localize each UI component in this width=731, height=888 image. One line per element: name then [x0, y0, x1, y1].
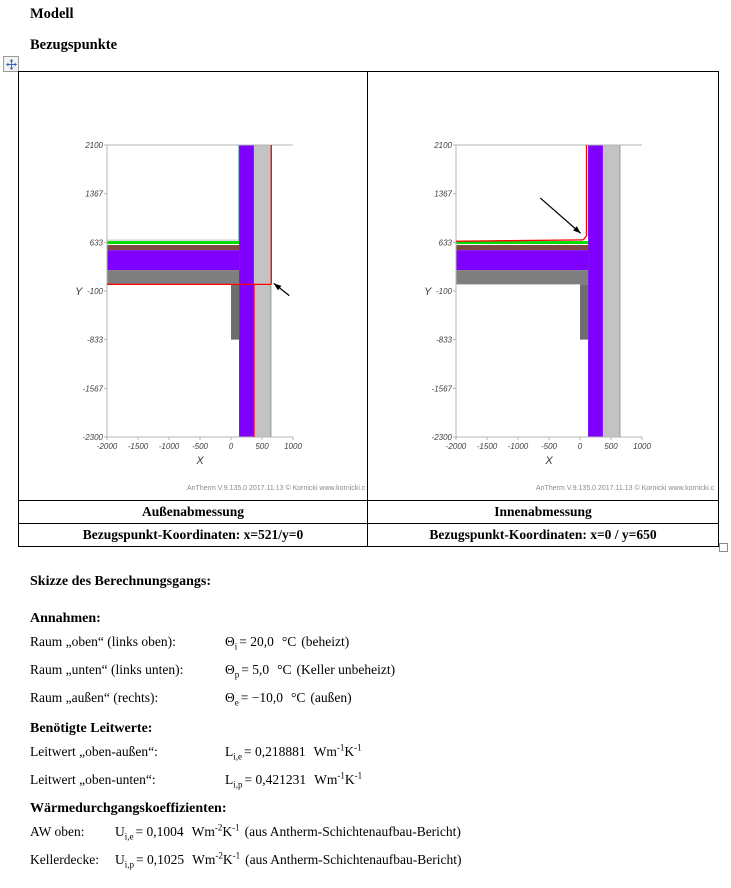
unit-exponent: -1: [336, 742, 345, 753]
section-heading-bezugspunkte: Bezugspunkte: [30, 37, 118, 53]
note: (aus Antherm-Schichtenaufbau-Bericht): [245, 852, 462, 867]
unit-exponent: -1: [232, 822, 240, 833]
calculation-sections: [30, 574, 715, 878]
unit-exponent: -1: [354, 770, 363, 781]
table-header-aussenabmessung: Außenabmessung: [19, 501, 368, 523]
y-tick-label: 633: [89, 238, 103, 248]
x-tick-label: -500: [540, 442, 558, 451]
x-tick-label: 500: [604, 442, 618, 451]
unit: °C: [290, 690, 306, 705]
value: = 5,0: [241, 662, 270, 677]
shape-floor-insulation: [107, 250, 239, 270]
symbol-subscript: p: [234, 669, 240, 680]
symbol: L: [225, 744, 234, 759]
shape-wall-outer-layer: [254, 145, 271, 437]
symbol-subscript: i: [234, 641, 238, 652]
heading-waermedurchgang: Wärmedurchgangskoeffizienten:: [30, 801, 227, 816]
value: = 0,421231: [244, 772, 307, 787]
value: = −10,0: [240, 690, 283, 705]
table-coords-aussenabmessung: Bezugspunkt-Koordinaten: x=521/y=0: [19, 524, 368, 546]
unit-exponent: -1: [232, 850, 241, 861]
x-tick-label: 1000: [284, 442, 302, 451]
note: (außen): [310, 690, 352, 705]
chart-innenabmessung: [368, 72, 718, 500]
x-tick-label: -1000: [507, 442, 529, 451]
x-tick-label: -2000: [96, 442, 118, 451]
symbol-subscript: i,p: [233, 779, 243, 790]
unit: °C: [277, 662, 292, 677]
row-label: AW oben:: [30, 824, 85, 839]
ucoeff-row: [30, 850, 715, 869]
diagram-svg-Aussenabmessung: [19, 72, 367, 500]
table-move-handle[interactable]: [3, 56, 19, 72]
shape-inner-surface-edge: [238, 145, 239, 241]
row-label: Leitwert „oben-außen“:: [30, 744, 158, 759]
row-label: Kellerdecke:: [30, 852, 99, 867]
table-header-innenabmessung: Innenabmessung: [494, 504, 592, 519]
symbol-subscript: i,p: [124, 859, 135, 870]
y-axis-title: Y: [424, 286, 432, 298]
x-axis-title: X: [196, 455, 204, 467]
y-tick-label: -833: [86, 335, 103, 345]
x-tick-label: -1500: [127, 442, 149, 451]
y-tick-label: -100: [86, 287, 103, 296]
move-arrows-icon: [6, 59, 17, 70]
diagram-svg-Innenabmessung: [368, 72, 716, 500]
chart-credit-text: AnTherm V.9.135.0 2017.11.13 © Kornicki www.kornicki.c: [536, 485, 715, 492]
x-tick-label: -1000: [158, 442, 180, 451]
y-tick-label: -2300: [431, 433, 452, 442]
bezugspunkte-table: [18, 71, 719, 547]
symbol: U: [115, 852, 125, 867]
table-resize-handle[interactable]: [719, 543, 728, 552]
ucoeff-row: [30, 822, 715, 841]
unit-exponent: -2: [215, 850, 223, 861]
heading-annahmen: Annahmen:: [30, 611, 101, 626]
row-label: Raum „unten“ (links unten):: [30, 662, 184, 677]
y-tick-label: 1367: [85, 189, 103, 199]
symbol: Θ: [225, 662, 235, 677]
row-label: Leitwert „oben-unten“:: [30, 772, 156, 787]
y-tick-label: -1567: [82, 384, 103, 394]
shape-wall-insulation: [239, 145, 254, 437]
value: = 0,218881: [244, 744, 306, 759]
y-tick-label: -1567: [431, 384, 452, 394]
unit: Wm: [192, 852, 216, 867]
heading-skizze: Skizze des Berechnungsgangs:: [30, 574, 211, 589]
y-tick-label: 633: [438, 238, 452, 248]
x-tick-label: 500: [255, 442, 269, 451]
symbol: L: [225, 772, 234, 787]
shape-floor-brown-layer: [456, 245, 588, 250]
symbol-subscript: e: [234, 697, 239, 708]
shape-wall-insulation: [588, 145, 603, 437]
symbol: U: [115, 824, 125, 839]
unit-exponent: -2: [214, 822, 223, 833]
value: = 20,0: [239, 634, 274, 649]
row-label: Raum „oben“ (links oben):: [30, 634, 176, 649]
unit: K: [344, 744, 355, 759]
chart-credit-text: AnTherm V.9.135.0 2017.11.13 © Kornicki www.kornicki.c: [187, 485, 366, 492]
y-tick-label: 2100: [434, 141, 452, 150]
shape-basement-wall: [580, 284, 588, 339]
x-tick-label: -500: [191, 442, 209, 451]
symbol-subscript: i,e: [124, 831, 134, 842]
shape-floor-insulation: [456, 250, 588, 270]
value: = 0,1004: [135, 824, 184, 839]
shape-floor-slab: [107, 270, 239, 284]
assumption-row: [30, 632, 715, 651]
note: (beheizt): [301, 634, 350, 649]
y-tick-label: -100: [435, 287, 452, 296]
row-label: Raum „außen“ (rechts):: [30, 690, 159, 705]
shape-outer-surface-edge: [620, 145, 621, 437]
pointer-arrow-shaft: [540, 198, 580, 233]
symbol-subscript: i,e: [233, 751, 242, 762]
value: = 0,1025: [136, 852, 185, 867]
y-tick-label: -833: [435, 335, 452, 345]
unit: K: [344, 772, 355, 787]
unit: Wm: [191, 824, 215, 839]
note: (aus Antherm-Schichtenaufbau-Bericht): [244, 824, 461, 839]
unit: K: [222, 852, 233, 867]
symbol: Θ: [225, 634, 235, 649]
shape-floor-slab: [456, 270, 588, 284]
chart-aussenabmessung: [19, 72, 367, 500]
page-title: Modell: [30, 6, 74, 22]
note: (Keller unbeheizt): [296, 662, 396, 677]
x-tick-label: -1500: [476, 442, 498, 451]
chart-cell-aussenabmessung: [19, 72, 368, 500]
y-tick-label: 2100: [85, 141, 103, 150]
x-axis-title: X: [545, 455, 553, 467]
assumption-row: [30, 660, 715, 679]
heading-leitwerte: Benötigte Leitwerte:: [30, 721, 153, 736]
reference-line: [456, 240, 583, 241]
shape-floor-brown-layer: [107, 245, 239, 250]
unit: K: [222, 824, 233, 839]
shape-wall-outer-layer: [603, 145, 620, 437]
leitwert-row: [30, 742, 715, 761]
y-tick-label: -2300: [82, 433, 103, 442]
x-tick-label: -2000: [445, 442, 467, 451]
reference-line: [583, 236, 586, 240]
x-tick-label: 0: [228, 442, 234, 451]
leitwert-row: [30, 770, 715, 789]
y-axis-title: Y: [75, 286, 83, 298]
x-tick-label: 0: [577, 442, 583, 451]
assumption-row: [30, 688, 715, 707]
y-tick-label: 1367: [434, 189, 452, 199]
chart-cell-innenabmessung: [368, 72, 718, 500]
x-tick-label: 1000: [633, 442, 651, 451]
unit: °C: [281, 634, 297, 649]
table-coords-innenabmessung: Bezugspunkt-Koordinaten: x=0 / y=650: [429, 527, 657, 542]
shape-floor-surface-line: [107, 240, 239, 241]
shape-basement-wall: [231, 284, 239, 339]
unit: Wm: [314, 772, 338, 787]
symbol: Θ: [225, 690, 235, 705]
unit-exponent: -1: [337, 770, 345, 781]
unit-exponent: -1: [354, 742, 362, 753]
unit: Wm: [313, 744, 337, 759]
shape-floor-green-layer: [107, 241, 239, 244]
